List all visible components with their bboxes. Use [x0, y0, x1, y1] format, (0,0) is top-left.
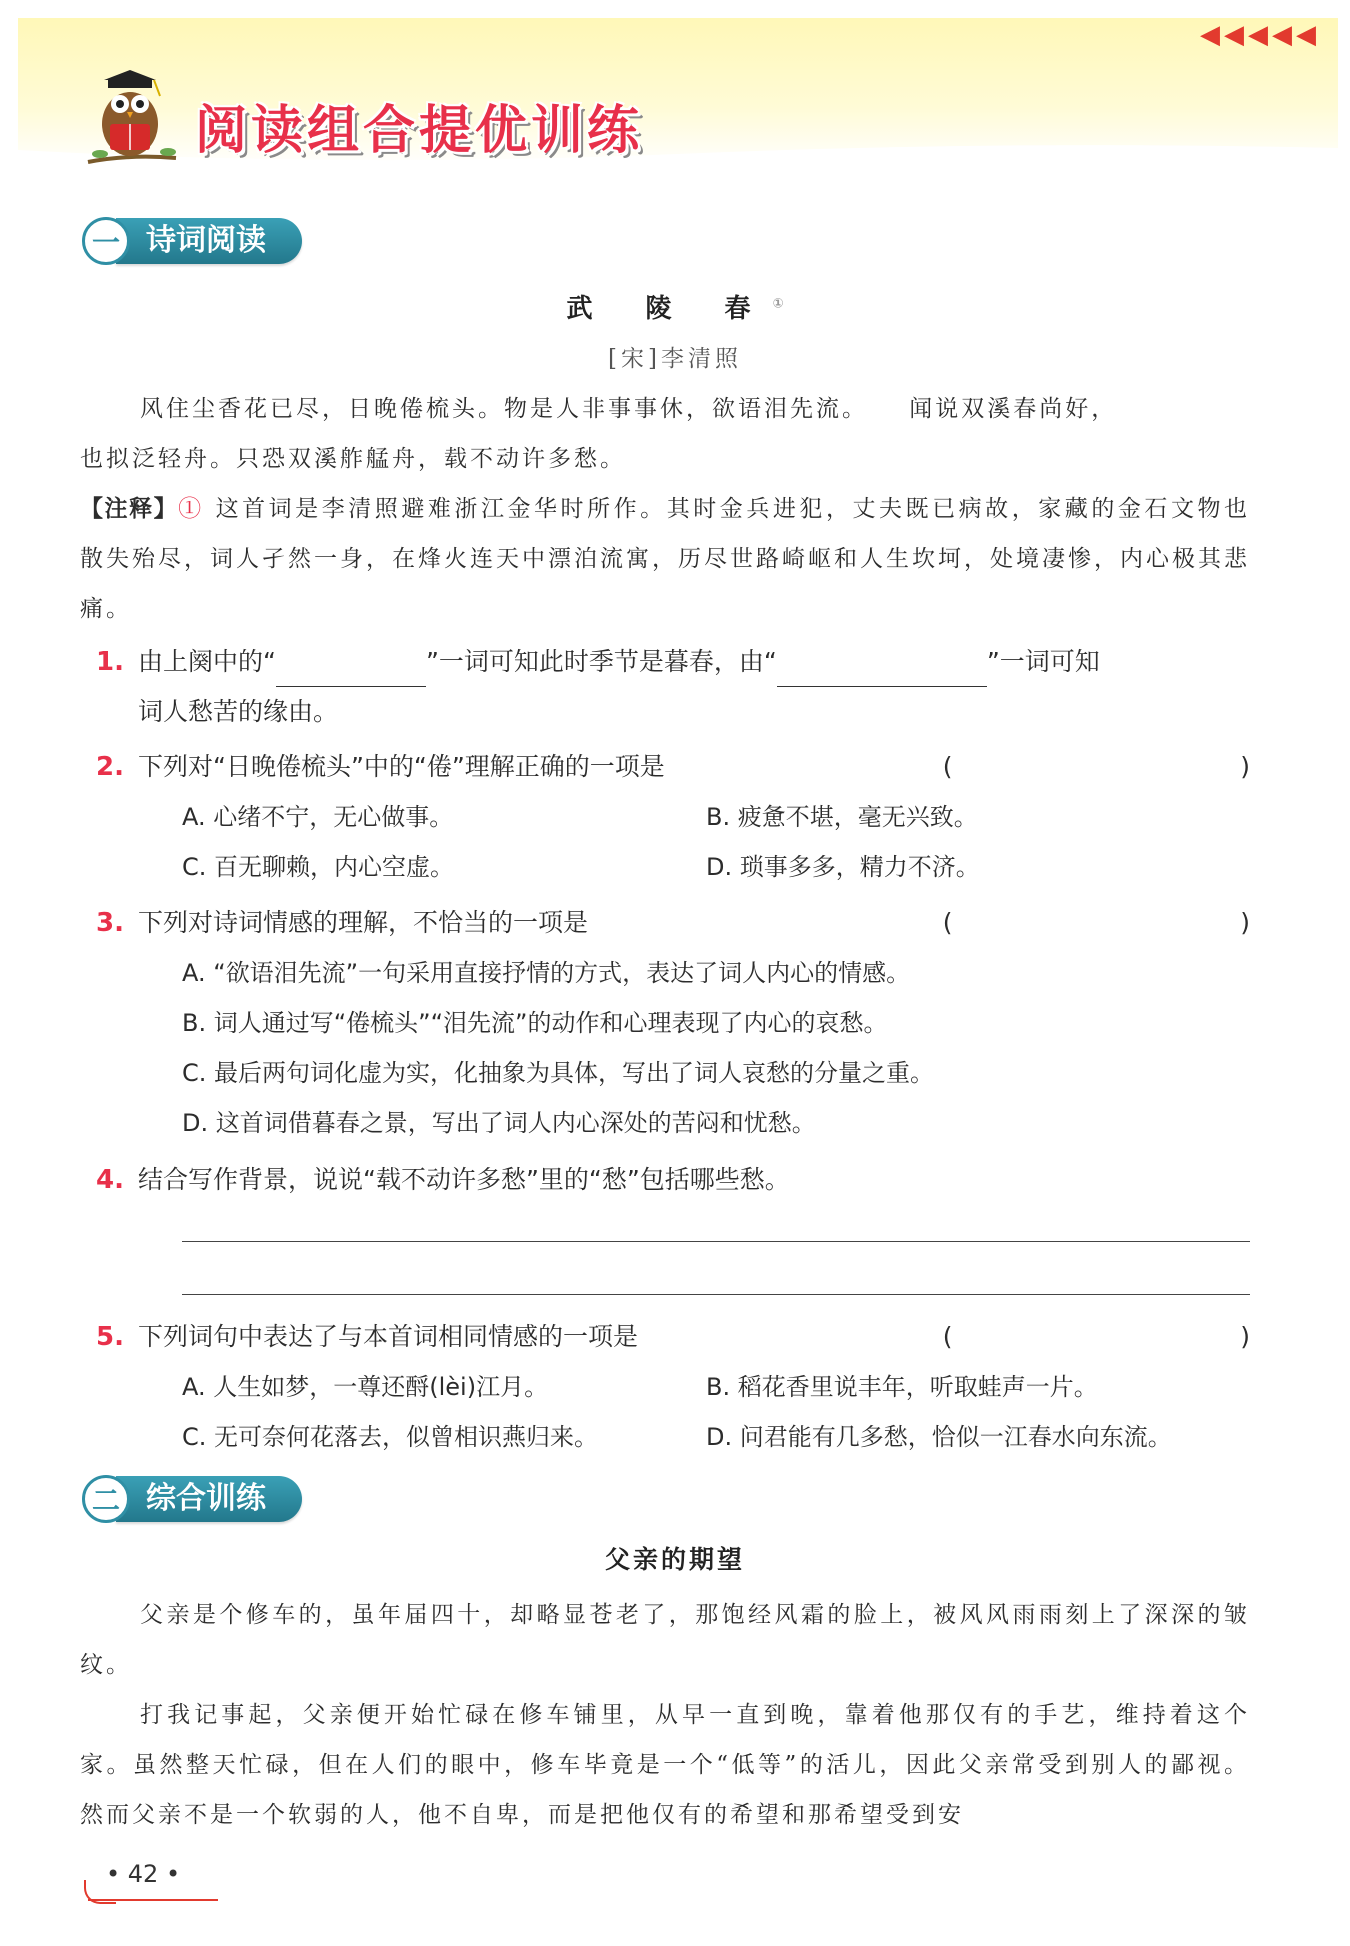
section-label: 综合训练	[116, 1476, 302, 1522]
note-mark: ①	[178, 496, 205, 522]
answer-line[interactable]	[182, 1294, 1250, 1295]
question-text: 下列词句中表达了与本首词相同情感的一项是	[138, 1322, 639, 1351]
page-number-underline	[88, 1899, 218, 1901]
banner-title: 阅读组合提优训练	[195, 101, 644, 161]
poem-line-2: 也拟泛轻舟。只恐双溪舴艋舟，载不动许多愁。	[80, 446, 626, 472]
answer-blank-1[interactable]	[276, 652, 426, 687]
answer-parentheses[interactable]	[943, 1312, 1250, 1362]
question-text-line2: 词人愁苦的缘由。	[138, 697, 339, 726]
story-paragraph-2: 打我记事起，父亲便开始忙碌在修车铺里，从早一直到晚，靠着他那仅有的手艺，维持着这个家。虽然整天忙碌，但在人们的眼中，修车毕竟是一个“低等”的活儿，因此父亲常受到别人的鄙视。然而父亲不是一个软弱的人，他不自卑，而是把他仅有的希望和那希望受到安	[80, 1702, 1250, 1828]
option-c[interactable]: C. 百无聊赖，内心空虚。	[182, 853, 455, 881]
question-text: 下列对“日晚倦梳头”中的“倦”理解正确的一项是	[138, 752, 665, 781]
question-5	[96, 1312, 1250, 1362]
option-a[interactable]: A. “欲语泪先流”一句采用直接抒情的方式，表达了词人内心的情感。	[182, 959, 911, 987]
option-c[interactable]: C. 无可奈何花落去，似曾相识燕归来。	[182, 1423, 599, 1451]
question-text: 下列对诗词情感的理解，不恰当的一项是	[138, 908, 589, 937]
footnote-mark: ①	[772, 296, 784, 312]
question-number: 3.	[96, 908, 124, 938]
story-paragraph-1: 父亲是个修车的，虽年届四十，却略显苍老了，那饱经风霜的脸上，被风风雨雨刻上了深深的皱纹。	[80, 1602, 1250, 1678]
question-text: 结合写作背景，说说“载不动许多愁”里的“愁”包括哪些愁。	[138, 1165, 790, 1194]
note-text: 这首词是李清照避难浙江金华时所作。其时金兵进犯，丈夫既已病故，家藏的金石文物也散失殆尽，词人孑然一身，在烽火连天中漂泊流寓，历尽世路崎岖和人生坎坷，处境凄惨，内心极其悲痛。	[80, 496, 1251, 622]
page-number: • 42 •	[106, 1860, 181, 1888]
option-a[interactable]: A. 人生如梦，一尊还酹(lèi)江月。	[182, 1373, 549, 1401]
poem-line-1: 风住尘香花已尽，日晚倦梳头。物是人非事事休，欲语泪先流。 闻说双溪春尚好，	[140, 396, 1118, 422]
paren-open: (	[942, 752, 953, 781]
paren-close: )	[1240, 752, 1250, 781]
section-number: 二	[82, 1475, 130, 1523]
option-b[interactable]: B. 疲惫不堪，毫无兴致。	[706, 803, 978, 831]
paren-open: (	[942, 1322, 953, 1351]
paren-open: (	[942, 908, 953, 937]
question-number: 5.	[96, 1322, 124, 1352]
option-b[interactable]: B. 稻花香里说丰年，听取蛙声一片。	[706, 1373, 1098, 1401]
section-heading-poetry	[82, 216, 302, 266]
section-label: 诗词阅读	[116, 218, 302, 264]
question-number: 4.	[96, 1165, 124, 1195]
answer-line[interactable]	[182, 1241, 1250, 1242]
arrows-icon: ◀◀◀◀◀	[1200, 20, 1320, 50]
question-number: 2.	[96, 752, 124, 782]
question-1	[96, 637, 1250, 737]
note-label: 【注释】	[80, 496, 179, 522]
question-text: 由上阕中的“	[138, 647, 276, 676]
question-4	[96, 1155, 1250, 1205]
option-b[interactable]: B. 词人通过写“倦梳头”“泪先流”的动作和心理表现了内心的哀愁。	[182, 1009, 888, 1037]
owl-mascot-icon	[80, 62, 180, 172]
answer-parentheses[interactable]	[943, 742, 1250, 792]
question-text: ”一词可知	[986, 647, 1100, 676]
poem-title-text: 武 陵 春	[566, 294, 773, 324]
option-c[interactable]: C. 最后两句词化虚为实，化抽象为具体，写出了词人哀愁的分量之重。	[182, 1059, 935, 1087]
poem-author: [宋]李清照	[608, 346, 742, 372]
poem-text	[80, 384, 1250, 484]
poem-title	[0, 288, 1350, 325]
paren-close: )	[1240, 1322, 1250, 1351]
question-2	[96, 742, 1250, 792]
paren-close: )	[1240, 908, 1250, 937]
option-d[interactable]: D. 问君能有几多愁，恰似一江春水向东流。	[706, 1423, 1172, 1451]
question-3	[96, 898, 1250, 948]
section-heading-training	[82, 1474, 302, 1524]
option-d[interactable]: D. 这首词借暮春之景，写出了词人内心深处的苦闷和忧愁。	[182, 1109, 816, 1137]
poem-note	[80, 484, 1250, 634]
answer-blank-2[interactable]	[777, 652, 987, 687]
story-title: 父亲的期望	[604, 1545, 745, 1574]
option-d[interactable]: D. 琐事多多，精力不济。	[706, 853, 980, 881]
section-number: 一	[82, 217, 130, 265]
question-number: 1.	[96, 647, 124, 677]
answer-parentheses[interactable]	[943, 898, 1250, 948]
question-text: ”一词可知此时季节是暮春，由“	[425, 647, 777, 676]
option-a[interactable]: A. 心绪不宁，无心做事。	[182, 803, 454, 831]
